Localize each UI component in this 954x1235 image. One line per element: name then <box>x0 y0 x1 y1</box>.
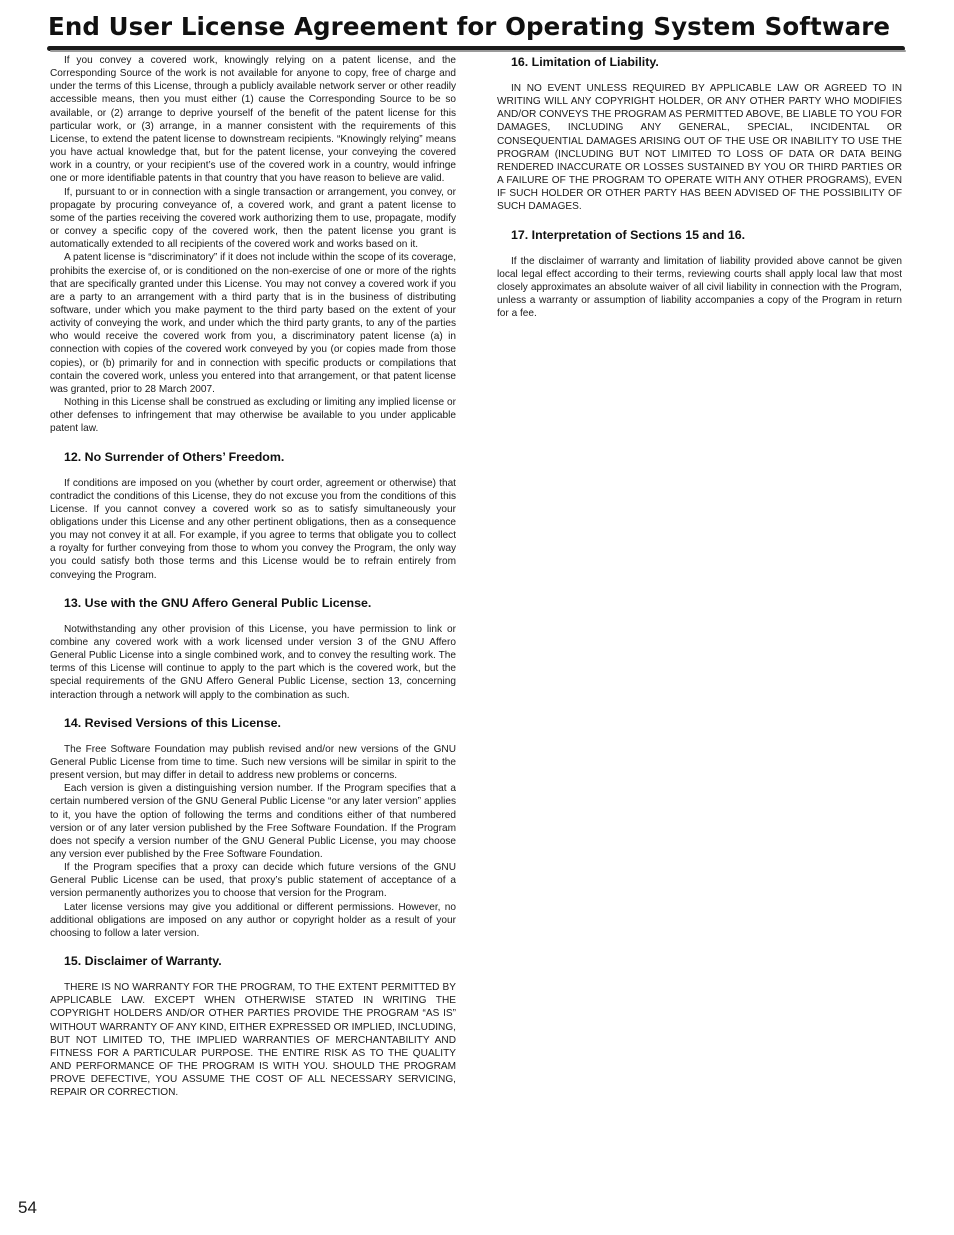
body-paragraph: The Free Software Foundation may publish revised and/or new versions of the GNU General Public License from time to time. Such new versions will be similar in spirit to the present version, but may differ in detail to address new problems or concerns. <box>50 743 456 782</box>
body-paragraph: Each version is given a distinguishing version number. If the Program specifies that a certain numbered version of the GNU General Public License “or any later version” applies to it, you have the option of following the terms and conditions either of that numbered version or of any later version published by the Free Software Foundation. If the Program does not specify a version number of the GNU General Public License, you may choose any version ever published by the Free Software Foundation. <box>50 783 456 860</box>
section-12 <box>50 450 456 582</box>
section-heading: 17. Interpretation of Sections 15 and 16. <box>511 227 746 242</box>
section-heading: 14. Revised Versions of this License. <box>64 715 281 730</box>
body-paragraph: If conditions are imposed on you (whether by court order, agreement or otherwise) that contradict the conditions of this License, they do not excuse you from the conditions of this License. If you cannot convey a covered work so as to satisfy simultaneously your obligations under this License and any other pertinent obligations, then as a consequence you may not convey it at all. For example, if you agree to terms that obligate you to collect a royalty for further conveying from those to whom you convey the Program, the only way you could satisfy both those terms and this License would be to refrain entirely from conveying the Program. <box>50 477 456 581</box>
section-15 <box>50 954 456 1099</box>
body-paragraph: If the disclaimer of warranty and limitation of liability provided above cannot be given local legal effect according to their terms, reviewing courts shall apply local law that most closely approximates an absolute waiver of all civil liability in connection with the Program, unless a warranty or assumption of liability accompanies a copy of the Program in return for a fee. <box>497 255 902 320</box>
page-number: 54 <box>18 1198 37 1217</box>
body-paragraph: If, pursuant to or in connection with a single transaction or arrangement, you convey, or propagate by procuring conveyance of, a covered work, and grant a patent license to some of the parties receiving the covered work authorizing them to use, propagate, modify or convey a specific copy of the covered work, then the patent license you grant is automatically extended to all recipients of the covered work and works based on it. <box>50 186 456 251</box>
patent-license-continuation <box>50 54 456 436</box>
page-title: End User License Agreement for Operating System Software <box>48 12 891 41</box>
body-paragraph: IN NO EVENT UNLESS REQUIRED BY APPLICABLE LAW OR AGREED TO IN WRITING WILL ANY COPYRIGHT HOLDER, OR ANY OTHER PARTY WHO MODIFIES AND/OR CONVEYS THE PROGRAM AS PERMITTED ABOVE, BE LIABLE TO YOU FOR DAMAGES, INCLUDING ANY GENERAL, SPECIAL, INCIDENTAL OR CONSEQUENTIAL DAMAGES ARISING OUT OF THE USE OR INABILITY TO USE THE PROGRAM (INCLUDING BUT NOT LIMITED TO LOSS OF DATA OR DATA BEING RENDERED INACCURATE OR LOSSES SUSTAINED BY YOU OR THIRD PARTIES OR A FAILURE OF THE PROGRAM TO OPERATE WITH ANY OTHER PROGRAMS), EVEN IF SUCH HOLDER OR OTHER PARTY HAS BEEN ADVISED OF THE POSSIBILITY OF SUCH DAMAGES. <box>497 83 902 213</box>
body-paragraph: If you convey a covered work, knowingly relying on a patent license, and the Corresponding Source of the work is not available for anyone to copy, free of charge and under the terms of this License, through a publicly available network server or other readily accessible means, then you must either (1) cause the Corresponding Source to be so available, or (2) arrange to deprive yourself of the benefit of the patent license for this particular work, or (3) arrange, in a manner consistent with the requirements of this License, to extend the patent license to downstream recipients. “Knowingly relying” means you have actual knowledge that, but for the patent license, your conveying the covered work in a country, or your recipient’s use of the covered work in a country, would infringe one or more identifiable patents in that country that you have reason to believe are valid. <box>50 55 456 185</box>
section-heading: 15. Disclaimer of Warranty. <box>64 954 222 969</box>
body-paragraph: Later license versions may give you additional or different permissions. However, no additional obligations are imposed on any author or copyright holder as a result of your choosing to follow a later version. <box>50 901 456 939</box>
section-13 <box>50 596 456 702</box>
body-paragraph: THERE IS NO WARRANTY FOR THE PROGRAM, TO THE EXTENT PERMITTED BY APPLICABLE LAW. EXCEPT WHEN OTHERWISE STATED IN WRITING THE COPYRIGHT HOLDERS AND/OR OTHER PARTIES PROVIDE THE PROGRAM “AS IS” WITHOUT WARRANTY OF ANY KIND, EITHER EXPRESSED OR IMPLIED, INCLUDING, BUT NOT LIMITED TO, THE IMPLIED WARRANTIES OF MERCHANTABILITY AND FITNESS FOR A PARTICULAR PURPOSE. THE ENTIRE RISK AS TO THE QUALITY AND PERFORMANCE OF THE PROGRAM IS WITH YOU. SHOULD THE PROGRAM PROVE DEFECTIVE, YOU ASSUME THE COST OF ALL NECESSARY SERVICING, REPAIR OR CORRECTION. <box>50 982 456 1099</box>
body-paragraph: A patent license is “discriminatory” if it does not include within the scope of its coverage, prohibits the exercise of, or is conditioned on the non-exercise of one or more of the rights that are specifically granted under this License. You may not convey a covered work if you are a party to an arrangement with a third party that is in the business of distributing software, under which you make payment to the third party based on the extent of your activity of conveying the work, and under which the third party grants, to any of the parties who would receive the covered work from you, a discriminatory patent license (a) in connection with copies of the covered work conveyed by you (or copies made from those copies), or (b) primarily for and in connection with specific products or compilations that contain the covered work, unless you entered into that arrangement, or that patent license was granted, prior to 28 March 2007. <box>50 252 456 395</box>
body-paragraph: Nothing in this License shall be construed as excluding or limiting any implied license or other defenses to infringement that may otherwise be available to you under applicable patent law. <box>50 397 456 435</box>
section-heading: 12. No Surrender of Others’ Freedom. <box>64 449 285 464</box>
body-paragraph: If the Program specifies that a proxy can decide which future versions of the GNU General Public License can be used, that proxy’s public statement of acceptance of a version permanently authorizes you to choose that version for the Program. <box>50 862 456 900</box>
section-17 <box>497 228 902 321</box>
section-16 <box>497 55 902 214</box>
section-heading: 16. Limitation of Liability. <box>511 55 659 69</box>
section-heading: 13. Use with the GNU Affero General Public License. <box>64 595 372 610</box>
right-column <box>497 54 902 320</box>
body-paragraph: Notwithstanding any other provision of this License, you have permission to link or combine any covered work with a work licensed under version 3 of the GNU Affero General Public License into a single combined work, and to convey the resulting work. The terms of this License will continue to apply to the part which is the covered work, but the special requirements of the GNU Affero General Public License, section 13, concerning interaction through a network will apply to the combination as such. <box>50 623 456 701</box>
title-rule-shadow <box>50 50 906 52</box>
left-column <box>50 54 456 1099</box>
section-14 <box>50 716 456 940</box>
